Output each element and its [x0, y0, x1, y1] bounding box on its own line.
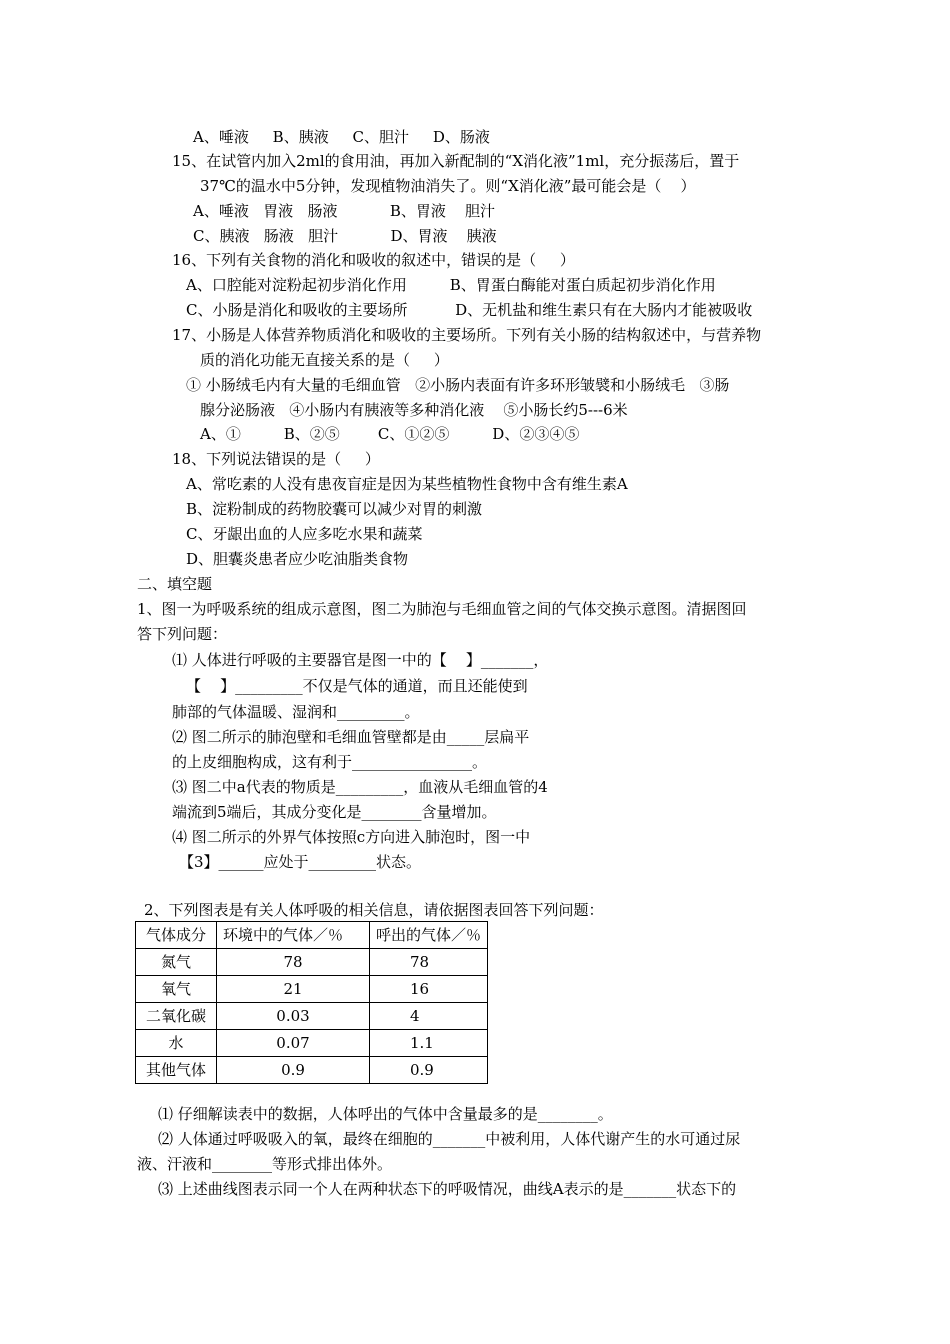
- table-cell: 0.07: [217, 1030, 370, 1057]
- fill-question-1-part-3-cont: 端流到5端后，其成分变化是________含量增加。: [172, 803, 497, 821]
- fill-question-2-part-1: ⑴ 仔细解读表中的数据，人体呼出的气体中含量最多的是________。: [158, 1105, 613, 1123]
- fill-question-2-part-3: ⑶ 上述曲线图表示同一个人在两种状态下的呼吸情况，曲线A表示的是_______状态下的: [158, 1180, 737, 1198]
- question-18-option-c: C、牙龈出血的人应多吃水果和蔬菜: [186, 525, 423, 543]
- question-18-option-d: D、胆囊炎患者应少吃油脂类食物: [186, 550, 409, 568]
- question-16-options-cd: C、小肠是消化和吸收的主要场所 D、无机盐和维生素只有在大肠内才能被吸收: [186, 301, 753, 319]
- table-header-cell: 气体成分: [136, 922, 217, 949]
- fill-question-1-part-4-cont: 【3】______应处于_________状态。: [179, 853, 422, 871]
- question-16-options-ab: A、口腔能对淀粉起初步消化作用 B、胃蛋白酶能对蛋白质起初步消化作用: [186, 276, 716, 294]
- question-18-option-a: A、常吃素的人没有患夜盲症是因为某些植物性食物中含有维生素A: [186, 475, 628, 493]
- table-cell: 16: [370, 976, 488, 1003]
- question-15-options-cd: C、胰液 肠液 胆汁 D、胃液 胰液: [193, 227, 497, 245]
- fill-question-1-part-2: ⑵ 图二所示的肺泡壁和毛细血管壁都是由_____层扁平: [172, 728, 530, 746]
- table-cell: 其他气体: [136, 1057, 217, 1084]
- fill-question-1-stem: 1、图一为呼吸系统的组成示意图，图二为肺泡与毛细血管之间的气体交换示意图。清据图回: [137, 600, 747, 618]
- fill-question-1-part-2-cont: 的上皮细胞构成，这有利于________________。: [172, 753, 488, 771]
- question-17-options: A、① B、②⑤ C、①②⑤ D、②③④⑤: [200, 425, 580, 443]
- table-cell: 0.9: [370, 1057, 488, 1084]
- table-row: [136, 1003, 488, 1030]
- fill-question-2-stem: 2、下列图表是有关人体呼吸的相关信息，请依据图表回答下列问题：: [144, 901, 604, 919]
- table-cell: 0.03: [217, 1003, 370, 1030]
- question-17-stem-cont: 质的消化功能无直接关系的是（ ）: [200, 351, 449, 369]
- table-cell: 78: [370, 949, 488, 976]
- fill-question-1-stem-cont: 答下列问题：: [137, 625, 228, 643]
- fill-question-2-part-2: ⑵ 人体通过呼吸吸入的氧，最终在细胞的_______中被利用，人体代谢产生的水可通过尿: [158, 1130, 741, 1148]
- question-15-stem-cont: 37℃的温水中5分钟，发现植物油消失了。则“X消化液”最可能会是（ ）: [200, 177, 696, 195]
- question-18-stem: 18、下列说法错误的是（ ）: [172, 450, 380, 468]
- table-row: [136, 1030, 488, 1057]
- question-15-stem: 15、在试管内加入2ml的食用油，再加入新配制的“X消化液”1ml，充分振荡后，置于: [172, 152, 740, 170]
- table-cell: 4: [370, 1003, 488, 1030]
- table-cell: 78: [217, 949, 370, 976]
- table-cell: 二氧化碳: [136, 1003, 217, 1030]
- question-16-stem: 16、下列有关食物的消化和吸收的叙述中，错误的是（ ）: [172, 251, 575, 269]
- table-row: [136, 949, 488, 976]
- section-heading-fill-blank: 二、填空题: [137, 575, 213, 593]
- table-cell: 氮气: [136, 949, 217, 976]
- fill-question-1-part-1: ⑴ 人体进行呼吸的主要器官是图一中的【 】_______，: [172, 651, 549, 669]
- table-cell: 水: [136, 1030, 217, 1057]
- table-header-cell: 呼出的气体／％: [370, 922, 488, 949]
- table-header-cell: 环境中的气体／％: [217, 922, 370, 949]
- fill-question-1-part-4: ⑷ 图二所示的外界气体按照c方向进入肺泡时，图一中: [172, 828, 531, 846]
- fill-question-1-part-1-cont2: 肺部的气体温暖、湿润和_________。: [172, 703, 420, 721]
- question-17-statements-cont: 腺分泌肠液 ④小肠内有胰液等多种消化液 ⑤小肠长约5---6米: [200, 401, 628, 419]
- table-cell: 21: [217, 976, 370, 1003]
- gas-composition-table: [135, 921, 488, 1084]
- question-options-14: A、唾液 B、胰液 C、胆汁 D、肠液: [193, 128, 490, 146]
- table-row: [136, 1057, 488, 1084]
- question-17-stem: 17、小肠是人体营养物质消化和吸收的主要场所。下列有关小肠的结构叙述中，与营养物: [172, 326, 762, 344]
- question-17-statements: ① 小肠绒毛内有大量的毛细血管 ②小肠内表面有许多环形皱襞和小肠绒毛 ③肠: [186, 376, 730, 394]
- fill-question-1-part-1-cont: 【 】_________不仅是气体的通道，而且还能使到: [186, 677, 528, 695]
- table-header-row: [136, 922, 488, 949]
- table-cell: 氧气: [136, 976, 217, 1003]
- table-row: [136, 976, 488, 1003]
- question-18-option-b: B、淀粉制成的药物胶囊可以减少对胃的刺激: [186, 500, 483, 518]
- table-cell: 1.1: [370, 1030, 488, 1057]
- table-cell: 0.9: [217, 1057, 370, 1084]
- fill-question-1-part-3: ⑶ 图二中a代表的物质是_________，血液从毛细血管的4: [172, 778, 548, 796]
- fill-question-2-part-2-cont: 液、汗液和________等形式排出体外。: [137, 1155, 393, 1173]
- question-15-options-ab: A、唾液 胃液 肠液 B、胃液 胆汁: [193, 202, 495, 220]
